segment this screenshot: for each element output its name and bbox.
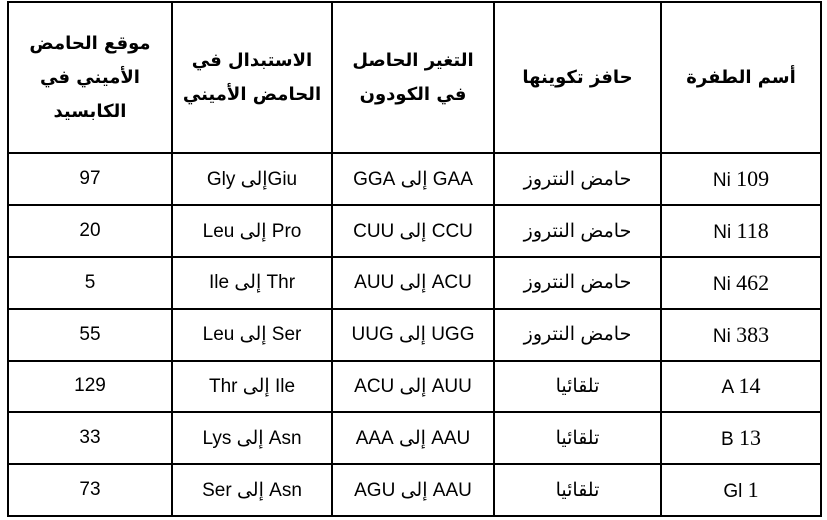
mutation-name (713, 322, 769, 348)
mutation-name (713, 166, 769, 192)
inducer-cell: حامض النتروز (494, 153, 661, 205)
table-row (8, 309, 821, 361)
codon-change-cell: AUU إلى ACU (332, 361, 494, 413)
mutation-name-cell (661, 464, 821, 516)
header-capsid-position: موقع الحامض الأميني في الكابسيد (8, 2, 172, 153)
substitution-cell: Asn إلى Lys (172, 412, 332, 464)
inducer-cell: تلقائيا (494, 361, 661, 413)
header-codon-change: التغير الحاصل في الكودون (332, 2, 494, 153)
header-inducer: حافز تكوينها (494, 2, 661, 153)
substitution-cell: Thr إلى Ile (172, 257, 332, 309)
mutation-code: Ni (713, 222, 732, 244)
mutation-name (713, 218, 768, 244)
header-amino-acid-substitution: الاستبدال في الحامض الأميني (172, 2, 332, 153)
codon-change-cell: AAU إلى AGU (332, 464, 494, 516)
table-row (8, 257, 821, 309)
mutation-number: 14 (738, 373, 761, 399)
mutation-number: 462 (736, 269, 770, 295)
table-row (8, 205, 821, 257)
mutation-code: Gl (723, 481, 743, 503)
mutation-number: 109 (736, 166, 770, 192)
table-row (8, 464, 821, 516)
codon-change-cell: AAU إلى AAA (332, 412, 494, 464)
mutation-code: Ni (712, 325, 731, 347)
capsid-position-cell: 73 (8, 464, 172, 516)
codon-change-cell: CCU إلى CUU (332, 205, 494, 257)
mutation-name-cell (661, 412, 821, 464)
inducer-cell: تلقائيا (494, 464, 661, 516)
inducer-cell: حامض النتروز (494, 205, 661, 257)
capsid-position-cell: 55 (8, 309, 172, 361)
table-row (8, 153, 821, 205)
mutation-code: Ni (712, 170, 731, 192)
inducer-cell: تلقائيا (494, 412, 661, 464)
capsid-position-cell: 20 (8, 205, 172, 257)
mutation-name (721, 425, 761, 451)
capsid-position-cell: 129 (8, 361, 172, 413)
substitution-cell: Asn إلى Ser (172, 464, 332, 516)
inducer-cell: حامض النتروز (494, 257, 661, 309)
mutation-code: B (721, 429, 734, 451)
mutation-name-cell (661, 309, 821, 361)
table-row (8, 412, 821, 464)
mutations-table (7, 1, 822, 517)
mutation-name (713, 270, 769, 296)
capsid-position-cell: 97 (8, 153, 172, 205)
mutation-number: 383 (736, 321, 770, 347)
codon-change-cell: ACU إلى AUU (332, 257, 494, 309)
mutation-code: A (721, 377, 734, 399)
substitution-cell: Giuإلى Gly (172, 153, 332, 205)
capsid-position-cell: 33 (8, 412, 172, 464)
header-row (8, 2, 821, 153)
inducer-cell: حامض النتروز (494, 309, 661, 361)
mutation-name (723, 477, 758, 503)
capsid-position-cell: 5 (8, 257, 172, 309)
substitution-cell: Ile إلى Thr (172, 361, 332, 413)
mutation-name-cell (661, 205, 821, 257)
mutations-table-body (8, 2, 821, 516)
mutation-code: Ni (712, 273, 731, 295)
mutation-number: 13 (738, 425, 761, 451)
mutation-name-cell (661, 361, 821, 413)
mutation-number: 1 (747, 477, 759, 503)
substitution-cell: Pro إلى Leu (172, 205, 332, 257)
header-mutation-name: أسم الطفرة (661, 2, 821, 153)
mutation-name-cell (661, 153, 821, 205)
table-row (8, 361, 821, 413)
codon-change-cell: GAA إلى GGA (332, 153, 494, 205)
substitution-cell: Ser إلى Leu (172, 309, 332, 361)
mutation-name (722, 373, 761, 399)
mutation-name-cell (661, 257, 821, 309)
codon-change-cell: UGG إلى UUG (332, 309, 494, 361)
mutation-number: 118 (736, 218, 769, 244)
